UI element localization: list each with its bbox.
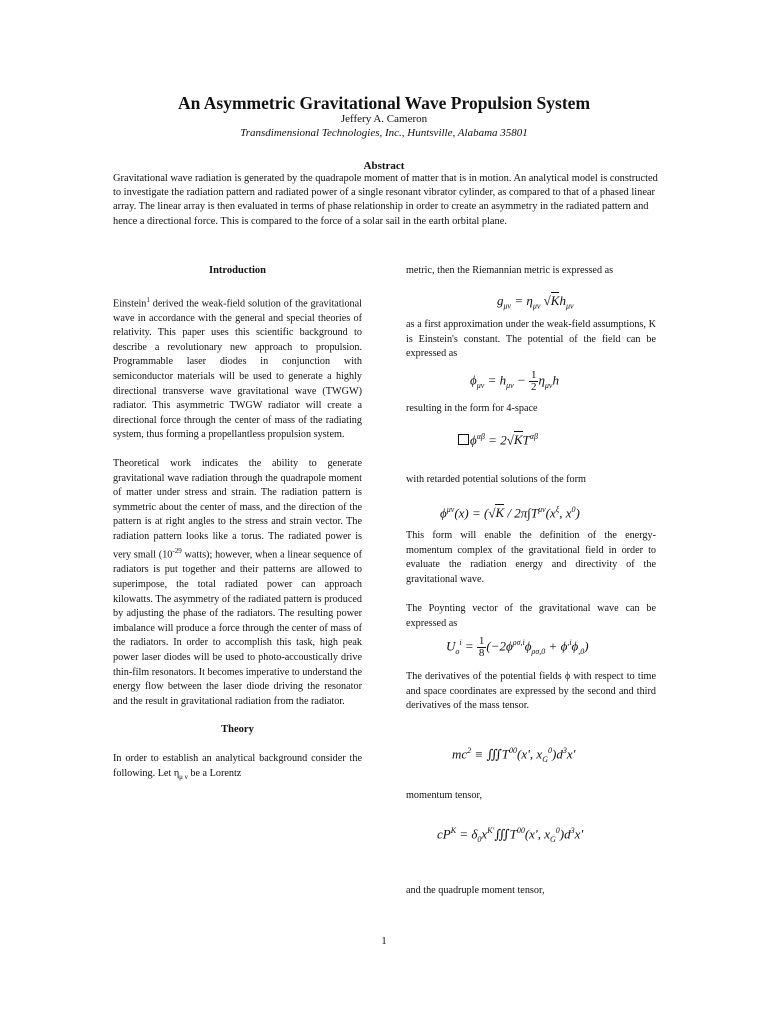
right-text-5: This form will enable the definition of the energy-momentum complex of the gravitational field in order to evaluate the radiation energy and directivity of the gravitational wave. [406, 530, 656, 585]
theory-p1-rest: be a Lorentz [187, 767, 242, 779]
paper-affiliation: Transdimensional Technologies, Inc., Huntsville, Alabama 35801 [240, 127, 528, 139]
footnote-marker: 1 [146, 295, 150, 304]
right-text-2: as a first approximation under the weak-field assumptions, K is Einstein's constant. The potential of the field can be expressed as [406, 319, 656, 360]
exponent: -29 [172, 547, 182, 556]
intro-p1-start: Einstein [113, 297, 147, 309]
left-column [113, 264, 362, 784]
intro-p2-rest: watts); however, when a linear sequence of radiators is put together and their patterns are allowed to superimpose, the total radiated power can approach kilowatts. The asymmetry of the radiated pattern is produced by adjusting the phase of the radiators. The resulting power imbalance will produce a force through the center of mass of the radiators. In order to accomplish this task, high peak power laser diodes will be used to photo-accoustically drive thin-film resonators. It becomes imperative to understand the energy flow between the laser diode driving the resonator and the result in gravitational radiation from the radiator. [113, 549, 362, 707]
equation-poynting: $U_o^i$ = $\frac{1}{8}$ $(-2\phi^{\rho\sigma,i}\phi_{\rho\sigma,0} + \phi^{,i}\phi_{,0})$ [446, 635, 589, 659]
equation-retarded-potential: $\phi^{\mu\nu}(x) = (√K / 2\pi\int T^{\mu\nu}(x^\xi$, $x^0$) [440, 505, 580, 521]
equation-mass-tensor: $mc^2$ ≡ $∭T^{00}(x'$, $x_G^0)d^3x'$ [452, 746, 576, 764]
right-text-8: momentum tensor, [406, 790, 482, 801]
equation-4space: $\phi^{\alpha\beta} = 2√KT^{\alpha\beta}$ [458, 432, 538, 448]
equation-potential: $\phi_{\mu\nu} = h_{\mu\nu}$ − $\frac{1}{2}$ $\eta_{\mu\nu}h$ [470, 369, 559, 393]
abstract-heading: Abstract [363, 160, 405, 172]
right-text-1: metric, then the Riemannian metric is expressed as [406, 265, 614, 276]
introduction-heading: Introduction [209, 265, 266, 276]
subscript: μ ν [179, 772, 188, 781]
intro-p2-start: Theoretical work indicates the ability to generate gravitational wave radiation through the quadrapole moment of matter under stress and strain. The radiation pattern is symmetric about the center of mass, and the direction of the pattern is at right angles to the stress and strain vector. The radiation pattern looks like a torus. The radiated power is very small (10 [113, 457, 362, 561]
right-text-7: The derivatives of the potential fields ϕ with respect to time and space coordinates are expressed by the second and third derivatives of the mass tensor. [406, 671, 656, 712]
intro-p1-rest: derived the weak-field solution of the gravitational wave in accordance with the general and special theories of relativity. This paper uses this scientific background to describe a revolutionary new approach to propulsion. Programmable laser diodes in conjunction with semiconductor materials will be used to generate a highly directional transverse wave gravitational wave (TWGW) radiator. This asymmetric TWGW radiator will create a directional force through the center of mass of the radiating system, thus forming a propellantless propulsion system. [113, 297, 362, 441]
paper-author: Jeffery A. Cameron [340, 113, 428, 125]
theory-heading: Theory [221, 724, 254, 736]
intro-paragraph-2 [113, 457, 362, 709]
equation-momentum-tensor: $cP^K$ = $\delta_0x^{K'}∭T^{00}(x'$, $x_G^0)d^3x'$ [437, 826, 584, 844]
paper-title: An Asymmetric Gravitational Wave Propulsion System [177, 93, 591, 113]
equation-metric: $g_{\mu\nu} = \eta_{\mu\nu}$ $√Kh_{\mu\nu}$ [497, 293, 574, 311]
right-text-6: The Poynting vector of the gravitational wave can be expressed as [406, 603, 656, 629]
right-text-4: with retarded potential solutions of the form [406, 474, 586, 485]
right-text-9: and the quadruple moment tensor, [406, 885, 545, 896]
page-number: 1 [381, 935, 387, 947]
abstract-text: Gravitational wave radiation is generated by the quadrapole moment of matter that is in motion. An analytical model is constructed to investigate the radiation pattern and radiated power of a single resonant vibrator cylinder, as compared to that of a phased linear array. The linear array is then evaluated in terms of phase relationship in order to create an asymmetry in the radiated pattern and hence a directional force. This is compared to the force of a solar sail in the earth orbital plane. [113, 173, 658, 227]
theory-p1-start: In order to establish an analytical background consider the following. Let η [113, 753, 362, 779]
right-text-3: resulting in the form for 4-space [406, 403, 538, 414]
theory-paragraph-1 [113, 752, 362, 784]
intro-paragraph-1 [113, 293, 362, 443]
